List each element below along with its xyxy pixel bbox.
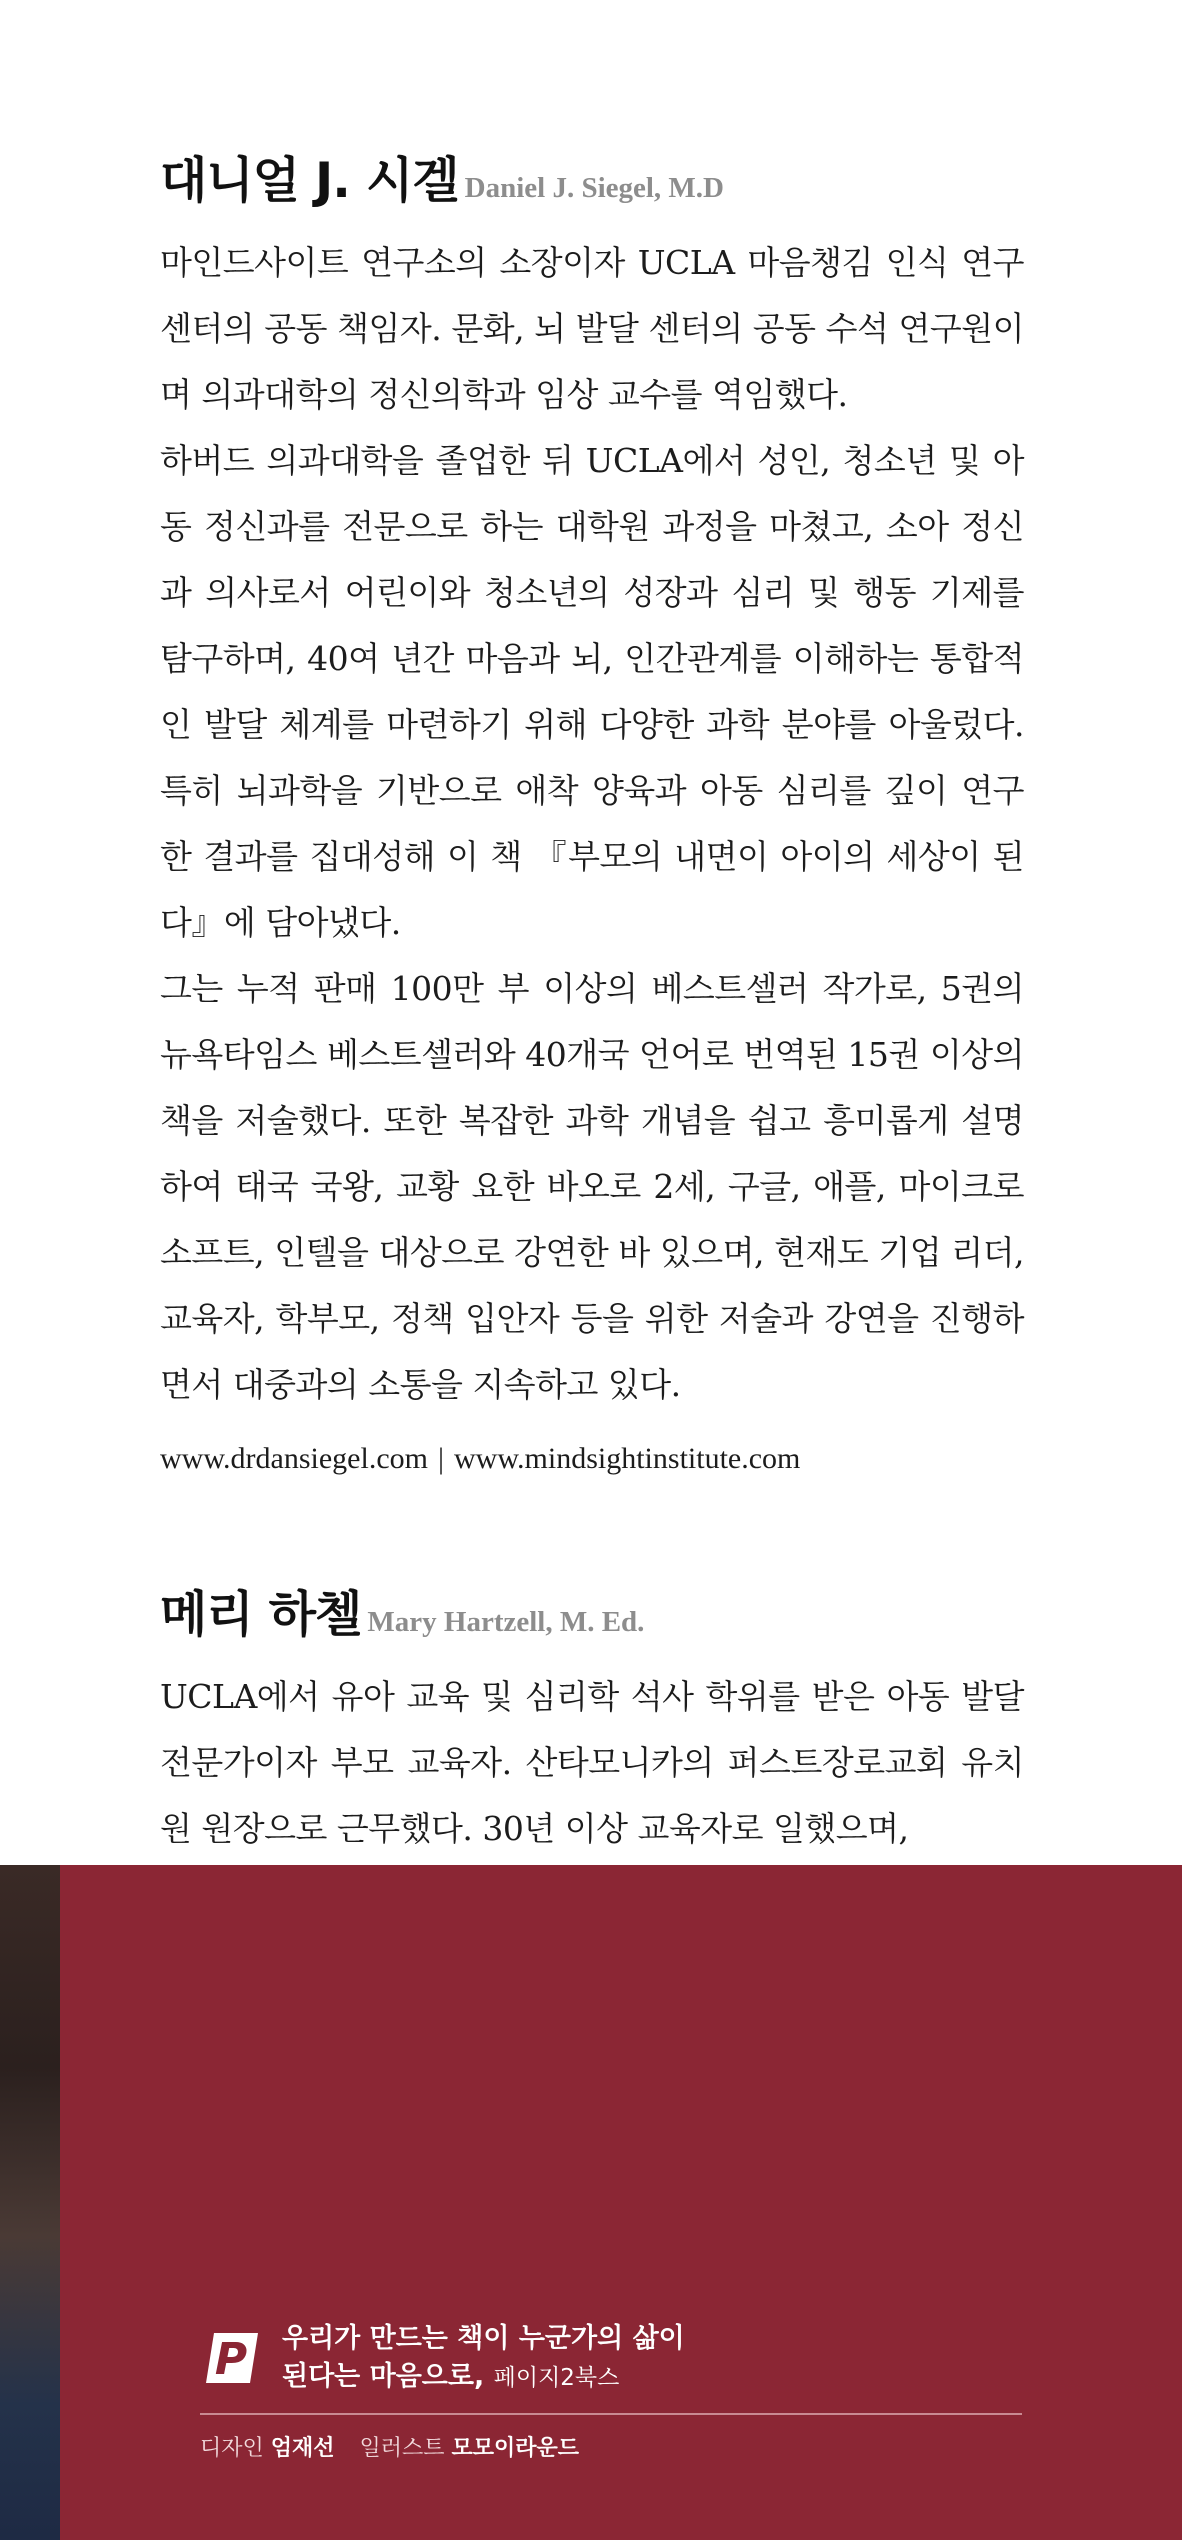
- author1-heading: [160, 142, 1024, 212]
- author2-name-ko: 메리 하첼: [160, 1586, 362, 1643]
- url-separator: |: [437, 1442, 444, 1475]
- author1-paragraph-2: 하버드 의과대학을 졸업한 뒤 UCLA에서 성인, 청소년 및 아동 정신과를 전문으로 하는 대학원 과정을 마쳤고, 소아 정신과 의사로서 어린이와 청소년의 성장과 심리 및 행동 기제를 탐구하며, 40여 년간 마음과 뇌, 인간관계를 이해하는 통합적인 발달 체계를 마련하기 위해 다양한 과학 분야를 아울렀다. 특히 뇌과학을 기반으로 애착 양육과 아동 심리를 깊이 연구한 결과를 집대성해 이 책 『부모의 내면이 아이의 세상이 된다』에 담아냈다.: [160, 441, 1024, 942]
- author1-paragraph-1: 마인드사이트 연구소의 소장이자 UCLA 마음챙김 인식 연구센터의 공동 책임자. 문화, 뇌 발달 센터의 공동 수석 연구원이며 의과대학의 정신의학과 임상 교수를 역임했다.: [160, 243, 1024, 414]
- author-photo-edge: [0, 1865, 60, 2540]
- slogan-line-1: 우리가 만드는 책이 누군가의 삶이: [282, 2323, 685, 2354]
- illustrator-name: 모모이라운드: [451, 2436, 580, 2461]
- publisher-slogan: [282, 2320, 685, 2397]
- illust-role: 일러스트: [359, 2436, 445, 2461]
- publisher-name: 페이지2북스: [493, 2365, 620, 2391]
- publisher-panel: [0, 1865, 1182, 2540]
- credits-divider: [200, 2413, 1022, 2415]
- design-role: 디자인: [200, 2436, 264, 2461]
- publisher-logo-icon: [200, 2327, 264, 2391]
- publisher-logo-letter: P: [214, 2333, 248, 2385]
- author-bios: [160, 0, 1024, 1862]
- author1-websites: [160, 1442, 1024, 1476]
- author2-paragraph: UCLA에서 유아 교육 및 심리학 석사 학위를 받은 아동 발달 전문가이자 부모 교육자. 산타모니카의 퍼스트장로교회 유치원 원장으로 근무했다. 30년 이상 교육자로 일했으며,: [160, 1677, 1024, 1848]
- website-link-mindsight[interactable]: www.mindsightinstitute.com: [454, 1442, 801, 1475]
- slogan-line-2-text: 된다는 마음으로,: [282, 2361, 485, 2392]
- website-link-drdansiegel[interactable]: www.drdansiegel.com: [160, 1442, 428, 1475]
- author2-heading: [160, 1576, 1024, 1646]
- designer-name: 엄재선: [270, 2436, 335, 2461]
- credits-line: [200, 2431, 597, 2462]
- publisher-block: [200, 2320, 685, 2397]
- author1-paragraph-3: 그는 누적 판매 100만 부 이상의 베스트셀러 작가로, 5권의 뉴욕타임스 베스트셀러와 40개국 언어로 번역된 15권 이상의 책을 저술했다. 또한 복잡한 과학 개념을 쉽고 흥미롭게 설명하여 태국 국왕, 교황 요한 바오로 2세, 구글, 애플, 마이크로소프트, 인텔을 대상으로 강연한 바 있으며, 현재도 기업 리더, 교육자, 학부모, 정책 입안자 등을 위한 저술과 강연을 진행하면서 대중과의 소통을 지속하고 있다.: [160, 969, 1024, 1404]
- author2-name-en: Mary Hartzell, M. Ed.: [367, 1606, 645, 1638]
- author1-name-ko: 대니얼 J. 시겔: [160, 152, 459, 209]
- slogan-line-2: [282, 2358, 685, 2397]
- author1-name-en: Daniel J. Siegel, M.D: [464, 172, 724, 204]
